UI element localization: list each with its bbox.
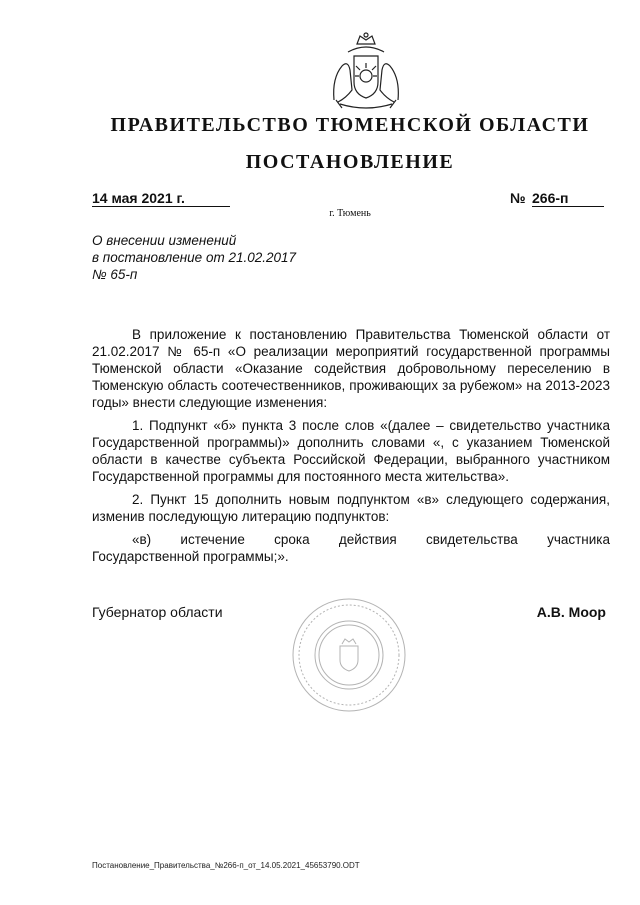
subject-line: О внесении изменений — [92, 233, 237, 248]
item-1-paragraph: 1. Подпункт «б» пункта 3 после слов «(далее – свидетельство участника Государственной программы)» дополнить словами «, с указанием Тюменской области в качестве субъекта Российской Федерации, выбранного участником Государственной программы для постоянного места жительства». — [92, 418, 610, 484]
official-seal-icon — [290, 596, 408, 714]
intro-paragraph: В приложение к постановлению Правительства Тюменской области от 21.02.2017 № 65-п «О реализации мероприятий государственной программы Тюменской области «Оказание содействия добровольному переселению в Тюменскую область соотечественников, проживающих за рубежом» на 2013-2023 годы» внести следующие изменения: — [92, 327, 610, 410]
city-label: г. Тюмень — [329, 208, 371, 219]
document-body — [92, 326, 610, 571]
footer-filename: Постановление_Правительства_№266-п_от_14.05.2021_45653790.ODT — [92, 861, 360, 870]
item-2-paragraph: 2. Пункт 15 дополнить новым подпунктом «в» следующего содержания, изменив последующую литерацию подпунктов: — [92, 492, 610, 524]
signer-name: А.В. Моор — [536, 604, 606, 620]
coat-of-arms-icon — [326, 30, 406, 112]
document-subject — [92, 232, 332, 283]
document-number: 266-п — [532, 190, 604, 207]
subject-line: № 65-п — [92, 267, 138, 282]
document-type: ПОСТАНОВЛЕНИЕ — [245, 151, 455, 173]
signer-title: Губернатор области — [92, 604, 223, 620]
subject-line: в постановление от 21.02.2017 — [92, 250, 297, 265]
organization-title: ПРАВИТЕЛЬСТВО ТЮМЕНСКОЙ ОБЛАСТИ — [110, 114, 590, 136]
number-label: № — [510, 190, 526, 206]
document-date: 14 мая 2021 г. — [92, 190, 230, 207]
quote-line-end: Государственной программы;». — [92, 549, 289, 564]
quote-line: «в) истечение срока действия свидетельства участника — [132, 532, 610, 547]
